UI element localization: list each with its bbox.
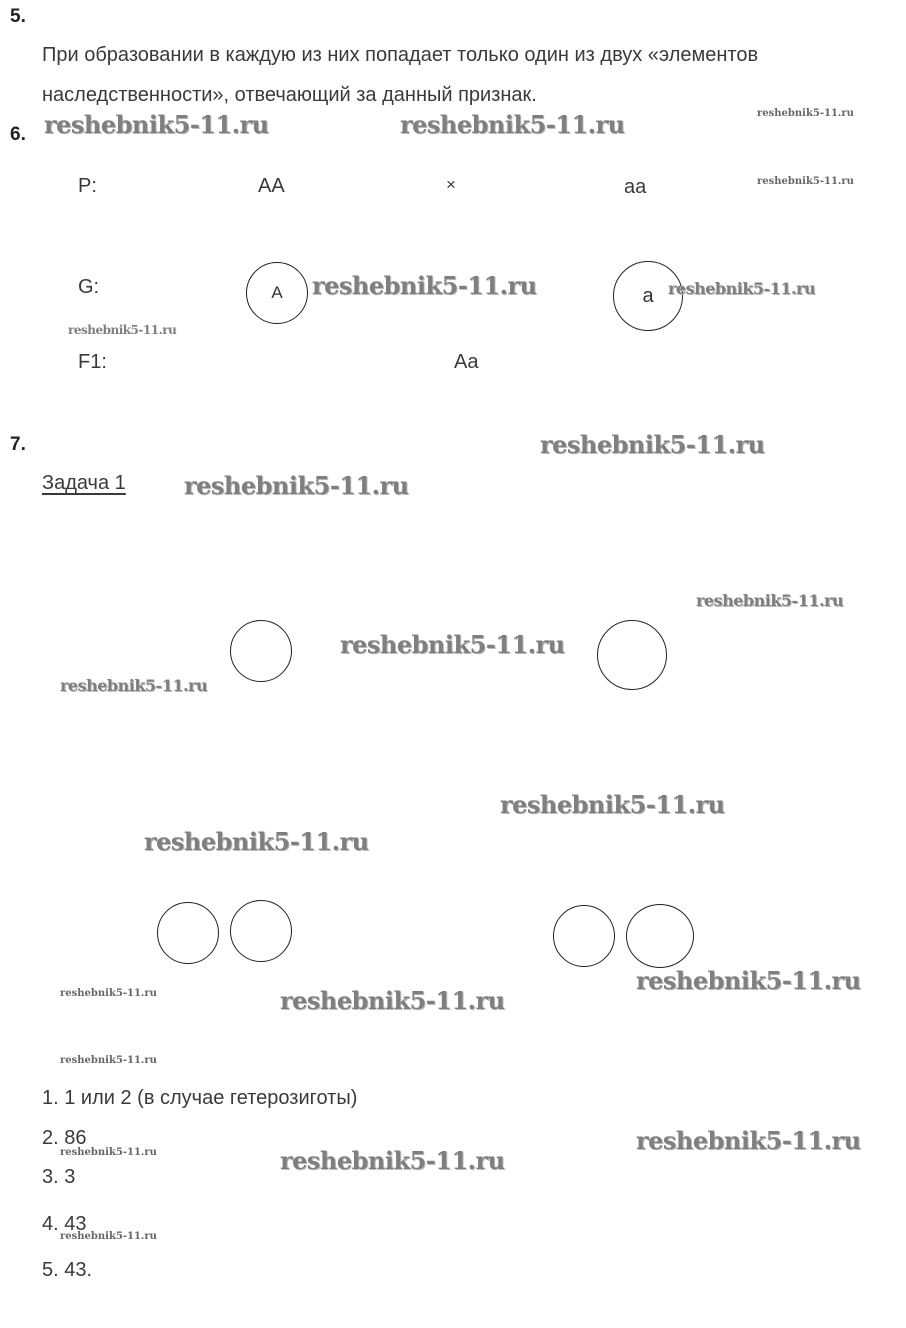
- watermark: reshebnik5-11.ru: [696, 591, 844, 610]
- gamete-circle-1: [246, 262, 308, 324]
- watermark: reshebnik5-11.ru: [60, 1147, 157, 1158]
- watermark: reshebnik5-11.ru: [636, 966, 861, 995]
- parent-gamete-circle-1: [230, 620, 292, 682]
- watermark: reshebnik5-11.ru: [60, 676, 208, 695]
- offspring-gamete-circle-2: [230, 900, 292, 962]
- watermark: reshebnik5-11.ru: [68, 323, 177, 337]
- watermark: reshebnik5-11.ru: [757, 176, 854, 187]
- section-6-number: 6.: [10, 124, 26, 145]
- watermark: reshebnik5-11.ru: [144, 827, 369, 856]
- section-5-number: 5.: [10, 6, 26, 27]
- answer-3: 3. 3: [42, 1166, 76, 1188]
- watermark: reshebnik5-11.ru: [60, 988, 157, 999]
- section-7-number: 7.: [10, 434, 26, 455]
- watermark: reshebnik5-11.ru: [184, 471, 409, 500]
- cross-sign: ×: [446, 175, 456, 194]
- offspring-gamete-circle-3: [553, 905, 615, 967]
- watermark: reshebnik5-11.ru: [500, 790, 725, 819]
- watermark: reshebnik5-11.ru: [540, 430, 765, 459]
- watermark: reshebnik5-11.ru: [280, 986, 505, 1015]
- f1-genotype: Aa: [454, 351, 479, 373]
- watermark: reshebnik5-11.ru: [668, 279, 816, 298]
- offspring-gamete-circle-4: [626, 904, 694, 968]
- watermark: reshebnik5-11.ru: [636, 1126, 861, 1155]
- watermark: reshebnik5-11.ru: [44, 110, 269, 139]
- watermark: reshebnik5-11.ru: [340, 630, 565, 659]
- section-5-text-line2: наследственности», отвечающий за данный признак.: [42, 84, 537, 106]
- parent-genotype-1: AA: [258, 175, 285, 197]
- watermark: reshebnik5-11.ru: [400, 110, 625, 139]
- gamete-2-allele: a: [642, 284, 654, 307]
- answer-1: 1. 1 или 2 (в случае гетерозиготы): [42, 1087, 358, 1109]
- parent-gamete-circle-2: [597, 620, 667, 690]
- answer-5: 5. 43.: [42, 1259, 93, 1281]
- answer-4: 4. 43: [42, 1213, 87, 1235]
- watermark: reshebnik5-11.ru: [757, 108, 854, 119]
- parent-genotype-2: aa: [624, 176, 647, 198]
- watermark: reshebnik5-11.ru: [312, 271, 537, 300]
- watermark: reshebnik5-11.ru: [60, 1231, 157, 1242]
- watermark: reshebnik5-11.ru: [60, 1055, 157, 1066]
- offspring-gamete-circle-1: [157, 902, 219, 964]
- gametes-label: G:: [78, 276, 100, 298]
- f1-label: F1:: [78, 351, 107, 373]
- answer-2: 2. 86: [42, 1127, 87, 1149]
- watermark: reshebnik5-11.ru: [280, 1146, 505, 1175]
- parents-label: P:: [78, 175, 97, 197]
- section-5-text-line1: При образовании в каждую из них попадает только один из двух «элементов: [42, 44, 759, 66]
- task-1-title: Задача 1: [42, 472, 126, 494]
- gamete-1-allele: A: [271, 283, 283, 302]
